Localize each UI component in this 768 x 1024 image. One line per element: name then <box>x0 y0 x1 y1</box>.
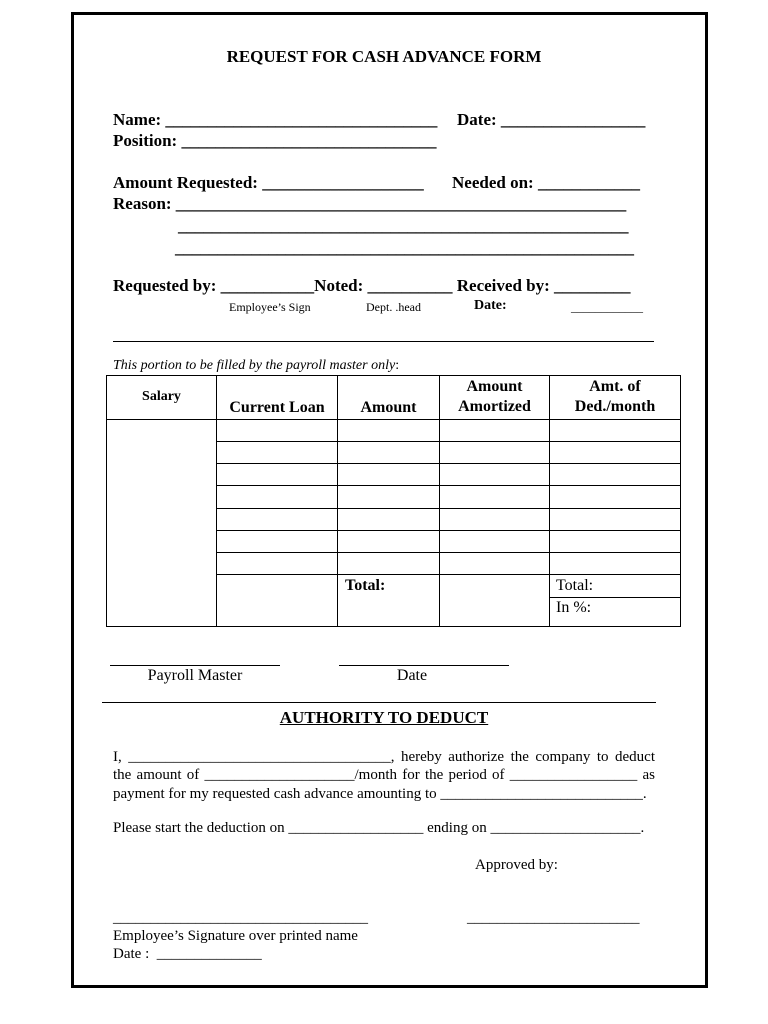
employee-sign-caption: Employee’s Sign <box>229 300 311 314</box>
table-cell[interactable] <box>440 486 550 508</box>
total-ded-cell[interactable]: Total: <box>550 575 681 597</box>
table-cell[interactable] <box>440 530 550 552</box>
table-cell[interactable] <box>217 486 338 508</box>
payroll-master-label: Payroll Master <box>147 667 243 684</box>
table-cell[interactable] <box>217 441 338 463</box>
dept-head-caption: Dept. .head <box>366 300 421 314</box>
payroll-table <box>106 375 681 627</box>
employee-signature-line[interactable]: __________________________________ <box>113 910 368 926</box>
payroll-note-text: This portion to be filled by the payroll master only <box>113 358 396 373</box>
in-percent-cell[interactable]: In %: <box>550 597 681 626</box>
approver-signature-line[interactable]: _______________________ <box>467 910 640 926</box>
table-cell[interactable] <box>440 441 550 463</box>
total-amortized-cell[interactable] <box>440 575 550 627</box>
table-cell[interactable] <box>550 464 681 486</box>
payroll-date-line[interactable] <box>339 665 509 666</box>
table-cell[interactable] <box>338 553 440 575</box>
header-amount-amortized: Amount Amortized <box>440 376 550 420</box>
authority-line-1[interactable]: I, ___________________________________, hereby authorize the company to deduct <box>113 749 655 765</box>
table-cell[interactable] <box>550 508 681 530</box>
table-cell[interactable] <box>550 553 681 575</box>
total-label-cell <box>338 575 440 627</box>
payroll-master-line[interactable] <box>110 665 280 666</box>
table-cell[interactable] <box>338 419 440 441</box>
table-cell[interactable] <box>440 508 550 530</box>
received-date-label: Date: <box>474 298 507 313</box>
deduction-period-line[interactable]: Please start the deduction on __________________ ending on ____________________. <box>113 820 645 836</box>
payroll-note-colon: : <box>395 358 400 373</box>
received-date-blank[interactable]: ____________ <box>571 300 643 314</box>
employee-date-line[interactable]: Date : ______________ <box>113 946 262 962</box>
reason-line-3[interactable]: ______________________________________________________ <box>175 238 634 257</box>
authority-heading: AUTHORITY TO DEDUCT <box>279 708 489 727</box>
authority-line-3[interactable]: payment for my requested cash advance amounting to ___________________________. <box>113 786 647 802</box>
reason-line-2[interactable]: _____________________________________________________ <box>178 216 629 235</box>
table-cell[interactable] <box>440 419 550 441</box>
table-cell[interactable] <box>338 441 440 463</box>
table-cell[interactable] <box>550 530 681 552</box>
reason-field[interactable]: Reason: _____________________________________________________ <box>113 194 627 213</box>
table-cell[interactable] <box>217 508 338 530</box>
table-cell[interactable] <box>550 419 681 441</box>
authority-line-2[interactable]: the amount of ____________________/month for the period of _________________ as <box>113 767 655 783</box>
table-cell[interactable] <box>217 530 338 552</box>
approved-by-label: Approved by: <box>475 857 558 873</box>
header-current-loan: Current Loan <box>217 376 338 420</box>
amount-requested-field[interactable]: Amount Requested: ___________________ <box>113 173 424 192</box>
header-amount: Amount <box>338 376 440 420</box>
salary-cell[interactable] <box>107 419 217 626</box>
table-cell[interactable] <box>440 553 550 575</box>
table-cell[interactable] <box>217 464 338 486</box>
table-cell[interactable] <box>550 441 681 463</box>
table-cell[interactable] <box>338 486 440 508</box>
payroll-date-label: Date <box>396 667 428 684</box>
form-title: REQUEST FOR CASH ADVANCE FORM <box>226 47 542 66</box>
header-amt-ded-month: Amt. of Ded./month <box>550 376 681 420</box>
section-divider <box>113 341 654 342</box>
table-cell[interactable] <box>440 464 550 486</box>
total-label: Total: <box>345 577 386 595</box>
needed-on-field[interactable]: Needed on: ____________ <box>452 173 640 192</box>
table-cell[interactable] <box>217 553 338 575</box>
table-cell[interactable] <box>217 419 338 441</box>
position-field[interactable]: Position: ______________________________ <box>113 131 437 150</box>
table-cell[interactable] <box>338 464 440 486</box>
signatures-line[interactable]: Requested by: ___________Noted: __________ Received by: _________ <box>113 276 631 295</box>
payroll-note <box>113 358 399 374</box>
table-cell[interactable] <box>550 486 681 508</box>
date-field[interactable]: Date: _________________ <box>457 110 646 129</box>
name-field[interactable]: Name: ________________________________ <box>113 110 438 129</box>
table-cell[interactable] <box>338 508 440 530</box>
total-loan-cell[interactable] <box>217 575 338 627</box>
employee-signature-caption: Employee’s Signature over printed name <box>113 928 358 944</box>
header-salary: Salary <box>107 376 217 420</box>
authority-divider <box>102 702 656 703</box>
table-cell[interactable] <box>338 530 440 552</box>
